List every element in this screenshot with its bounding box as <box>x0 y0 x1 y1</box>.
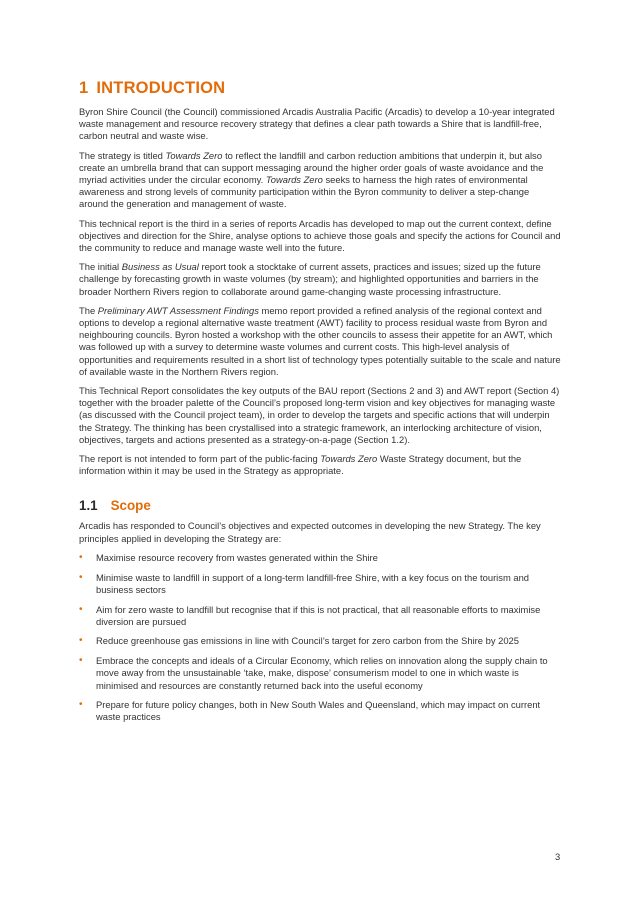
paragraph-text: Waste Strategy document, but the information within it may be used in the Strategy as appropriate. <box>79 453 522 477</box>
list-item-text: Embrace the concepts and ideals of a Circular Economy, which relies on innovation along the supply chain to move away from the unsustainable ‘take, make, dispose’ consumerism model to one in which waste is minimised and resources are constantly returned back into the useful economy <box>96 655 548 691</box>
list-item-text: Prepare for future policy changes, both in New South Wales and Queensland, which may impact on current waste practices <box>96 699 541 723</box>
scope-intro-paragraph: Arcadis has responded to Council’s objectives and expected outcomes in developing the new Strategy. The key principles applied in developing the Strategy are: <box>79 520 541 544</box>
bullet-icon: • <box>79 603 83 615</box>
paragraph-text: The <box>79 304 98 316</box>
chapter-number: 1 <box>79 79 89 97</box>
body-paragraph <box>79 453 561 477</box>
list-item <box>79 552 561 564</box>
body-paragraph <box>79 150 561 211</box>
list-item <box>79 655 561 692</box>
list-item-text: Minimise waste to landfill in support of a long-term landfill-free Shire, with a key focus on the tourism and business sectors <box>96 571 530 595</box>
paragraph-text: report took a stocktake of current assets, practices and issues; sized up the future challenge by forecasting growth in waste volumes (by stream); and highlighted opportunities and barriers in the broader Northern Rivers region to collaborate around game-changing waste processing infrastructure. <box>79 261 541 297</box>
section-title: Scope <box>110 498 151 514</box>
italic-title-text: Towards Zero <box>265 174 323 186</box>
italic-title-text: Towards Zero <box>320 453 378 465</box>
italic-title-text: Preliminary AWT Assessment Findings <box>97 304 259 316</box>
paragraph-text: The strategy is titled <box>79 149 166 161</box>
list-item-text: Aim for zero waste to landfill but recognise that if this is not practical, that all reasonable efforts to maximise diversion are pursued <box>96 603 541 627</box>
bullet-icon: • <box>79 635 83 647</box>
body-paragraph <box>79 261 561 298</box>
body-paragraph <box>79 218 561 255</box>
bullet-icon: • <box>79 571 83 583</box>
body-paragraph <box>79 385 561 446</box>
scope-bullet-list <box>79 552 561 724</box>
section-number: 1.1 <box>79 498 98 514</box>
paragraph-text: to reflect the landfill and carbon reduction ambitions that underpin it, but also create an umbrella brand that can support messaging around the higher order goals of waste avoidance and the myriad activities under the circular economy. <box>79 149 544 186</box>
list-item <box>79 635 561 647</box>
paragraph-text: memo report provided a refined analysis of the regional context and options to develop a regional alternative waste treatment (AWT) facility to process residual waste from Byron and neighbouring councils. Byron hosted a workshop with the other councils to assess their appetite for an AWT, which was followed up with a survey to determine waste volumes and current costs. This high-level analysis of opportunities and requirements resulted in a short list of technology types potentially suitable to the scale and nature of available waste in the Northern Rivers region. <box>79 304 561 377</box>
paragraph-text: The report is not intended to form part of the public-facing <box>79 453 321 465</box>
list-item <box>79 604 561 628</box>
bullet-icon: • <box>79 655 83 667</box>
italic-title-text: Business as Usual <box>121 261 199 273</box>
italic-title-text: Towards Zero <box>165 149 223 161</box>
introduction-body <box>79 106 561 477</box>
list-item <box>79 572 561 596</box>
paragraph-text: This Technical Report consolidates the key outputs of the BAU report (Sections 2 and 3) and AWT report (Section 4) together with the broader palette of the Council’s proposed long-term vision and key objectives for managing waste (as discussed with the Council project team), in order to develop the targets and specific actions that will underpin the Strategy. The thinking has been crystallised into a strategic framework, an interlocking architecture of vision, objectives, targets and actions presented as a strategy-on-a-page (Section 1.2). <box>79 385 560 445</box>
paragraph-text: The initial <box>79 261 122 273</box>
body-paragraph <box>79 106 561 143</box>
paragraph-text: seeks to harness the high rates of environmental awareness and strong levels of community participation within the Byron community to deliver a step-change around the generation and management of waste. <box>79 174 530 210</box>
bullet-icon: • <box>79 551 83 563</box>
paragraph-text: This technical report is the third in a series of reports Arcadis has developed to map out the current context, define objectives and direction for the Shire, analyse options to achieve those goals and specify the actions for Council and the community to reduce and manage waste well into the future. <box>79 217 561 254</box>
list-item-text: Reduce greenhouse gas emissions in line with Council’s target for zero carbon from the Shire by 2025 <box>96 635 519 647</box>
section-heading-scope <box>79 498 561 514</box>
list-item <box>79 699 561 723</box>
list-item-text: Maximise resource recovery from wastes generated within the Shire <box>96 551 378 563</box>
chapter-title: INTRODUCTION <box>96 79 226 97</box>
paragraph-text: Byron Shire Council (the Council) commissioned Arcadis Australia Pacific (Arcadis) to develop a 10-year integrated waste management and resource recovery strategy that defines a clear path towards a Shire that is landfill-free, carbon neutral and waste wise. <box>79 106 555 142</box>
page-number: 3 <box>555 851 561 862</box>
document-page <box>79 78 561 731</box>
body-paragraph <box>79 305 561 378</box>
chapter-heading <box>79 78 561 98</box>
bullet-icon: • <box>79 699 83 711</box>
